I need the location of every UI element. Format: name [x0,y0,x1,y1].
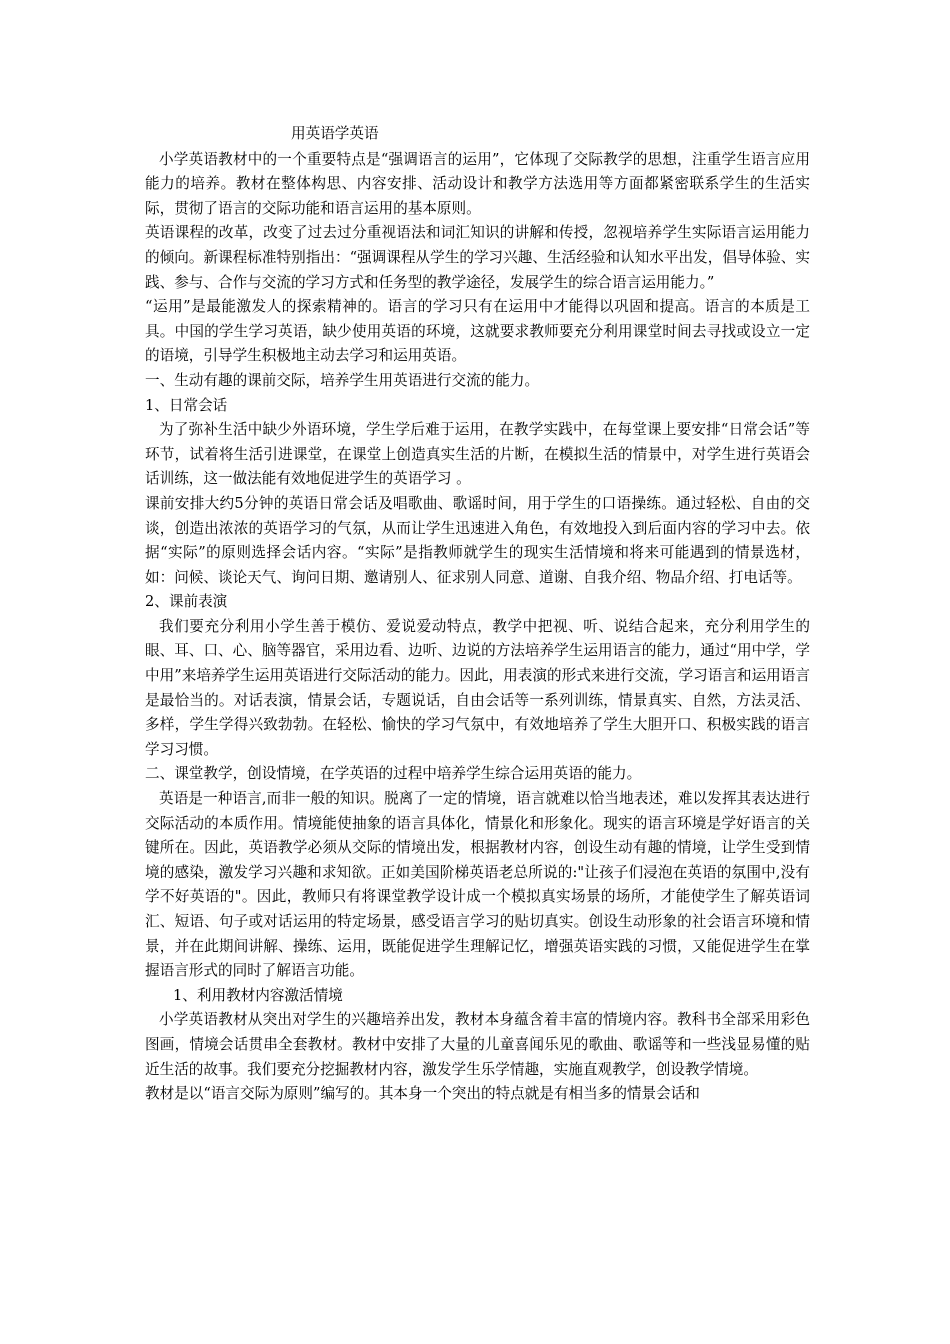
paragraph: “运用”是最能激发人的探索精神的。语言的学习只有在运用中才能得以巩固和提高。语言的本质是工具。中国的学生学习英语，缺少使用英语的环境，这就要求教师要充分利用课堂时间去寻找或设立一定的语境，引导学生积极地主动去学习和运用英语。 [145,298,810,365]
paragraph: 小学英语教材从突出对学生的兴趣培养出发，教材本身蕴含着丰富的情境内容。教科书全部采用彩色图画，情境会话贯串全套教材。教材中安排了大量的儿童喜闻乐见的歌曲、歌谣等和一些浅显易懂的贴近生活的故事。我们要充分挖掘教材内容，激发学生乐学情趣，实施直观教学，创设教学情境。 [145,1011,810,1078]
section-heading: 二、课堂教学，创设情境，在学英语的过程中培养学生综合运用英语的能力。 [145,765,642,783]
subsection-heading: 1、利用教材内容激活情境 [173,986,343,1004]
paragraph: 英语课程的改革，改变了过去过分重视语法和词汇知识的讲解和传授，忽视培养学生实际语言运用能力的倾向。新课程标准特别指出：“强调课程从学生的学习兴趣、生活经验和认知水平出发，倡导体验、实践、参与、合作与交流的学习方式和任务型的教学途径，发展学生的综合语言运用能力。” [145,224,810,291]
paragraph: 教材是以“语言交际为原则”编写的。其本身一个突出的特点就是有相当多的情景会话和 [145,1085,700,1103]
paragraph: 小学英语教材中的一个重要特点是“强调语言的运用”，它体现了交际教学的思想，注重学生语言应用能力的培养。教材在整体构思、内容安排、活动设计和教学方法选用等方面都紧密联系学生的生活实际，贯彻了语言的交际功能和语言运用的基本原则。 [145,150,810,217]
document-page [145,122,810,1107]
paragraph: 英语是一种语言,而非一般的知识。脱离了一定的情境，语言就难以恰当地表述，难以发挥其表达进行交际活动的本质作用。情境能使抽象的语言具体化，情景化和形象化。现实的语言环境是学好语言的关键所在。因此，英语教学必须从交际的情境出发，根据教材内容，创设生动有趣的情境，让学生受到情境的感染，激发学习兴趣和求知欲。正如美国阶梯英语老总所说的:"让孩子们浸泡在英语的氛围中,没有学不好英语的"。因此，教师只有将课堂教学设计成一个模拟真实场景的场所，才能使学生了解英语词汇、短语、句子或对话运用的特定场景，感受语言学习的贴切真实。创设生动形象的社会语言环境和情景，并在此期间讲解、操练、运用，既能促进学生理解记忆，增强英语实践的习惯，又能促进学生在掌握语言形式的同时了解语言功能。 [145,790,810,980]
paragraph: 课前安排大约5分钟的英语日常会话及唱歌曲、歌谣时间，用于学生的口语操练。通过轻松、自由的交谈，创造出浓浓的英语学习的气氛，从而让学生迅速进入角色，有效地投入到后面内容的学习中去。依据“实际”的原则选择会话内容。“实际”是指教师就学生的现实生活情境和将来可能遇到的情景选材，如：问候、谈论天气、询问日期、邀请别人、征求别人同意、道谢、自我介绍、物品介绍、打电话等。 [145,494,810,586]
paragraph: 为了弥补生活中缺少外语环境，学生学后难于运用，在教学实践中，在每堂课上要安排“日常会话”等环节，试着将生活引进课堂，在课堂上创造真实生活的片断，在模拟生活的情景中，对学生进行英语会话训练，这一做法能有效地促进学生的英语学习 。 [145,421,810,488]
paragraph: 我们要充分利用小学生善于模仿、爱说爱动特点，教学中把视、听、说结合起来，充分利用学生的眼、耳、口、心、脑等器官，采用边看、边听、边说的方法培养学生运用语言的能力，通过“用中学，学中用”来培养学生运用英语进行交际活动的能力。因此，用表演的形式来进行交流，学习语言和运用语言是最恰当的。对话表演，情景会话，专题说话，自由会话等一系列训练，情景真实、自然，方法灵活、多样，学生学得兴致勃勃。在轻松、愉快的学习气氛中，有效地培养了学生大胆开口、积极实践的语言学习习惯。 [145,617,810,758]
subsection-heading: 1、日常会话 [145,396,228,414]
subsection-heading: 2、课前表演 [145,593,228,611]
section-heading: 一、生动有趣的课前交际，培养学生用英语进行交流的能力。 [145,371,540,389]
document-title: 用英语学英语 [291,125,379,142]
